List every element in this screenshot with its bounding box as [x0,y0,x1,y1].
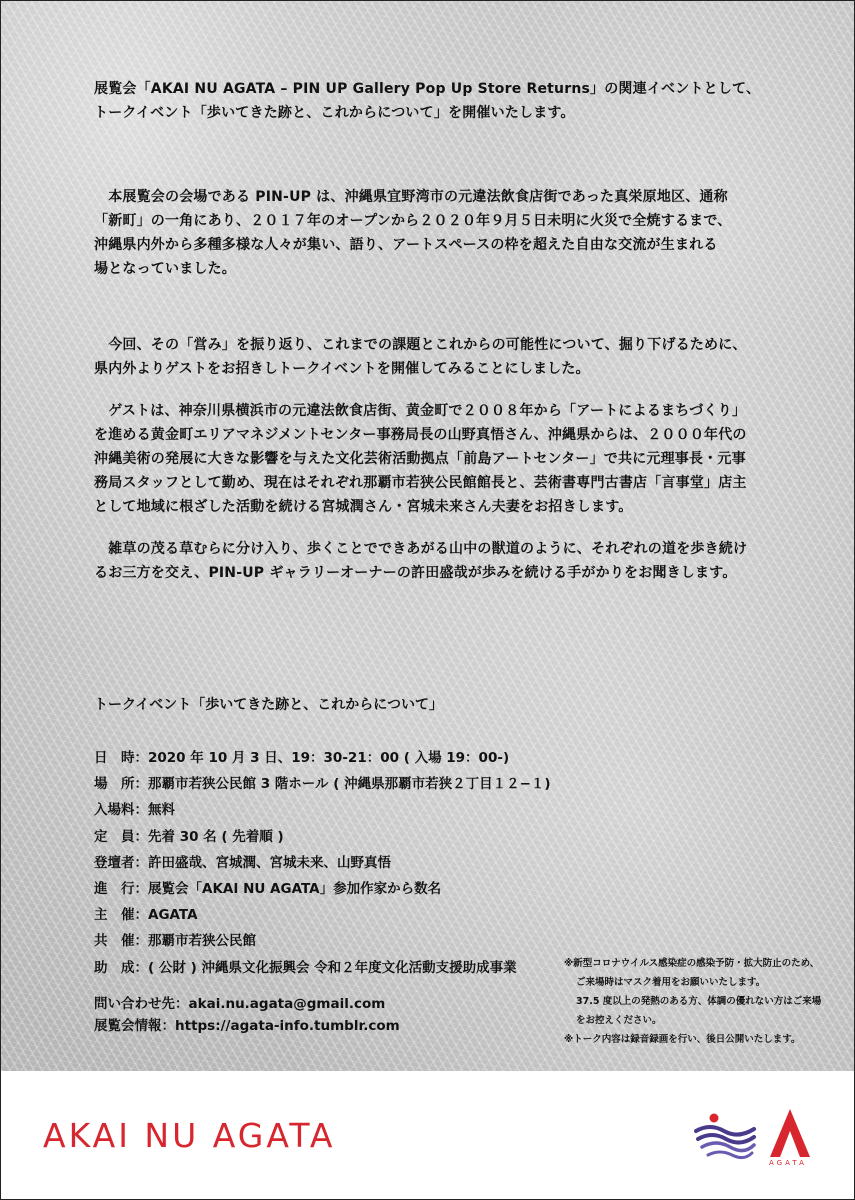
paragraph-purpose: 今回、その「営み」を振り返り、これまでの課題とこれからの可能性について、掘り下げるために、 県内外よりゲストをお招きしトークイベントを開催してみることにしました。 [94,337,747,377]
contact-email: 問い合わせ先：akai.nu.agata@gmail.com [94,996,386,1012]
event-details [94,745,564,981]
detail-capacity: 定 員：先着 30 名 ( 先着順 ) [94,828,284,845]
paragraph-guests: ゲストは、神奈川県横浜市の元違法飲食店街、黄金町で２００８年から「アートによるまちづくり」 を進める黄金町エリアマネジメントセンター事務局長の山野真悟さん、沖縄県からは、２０００年代の 沖縄美術の発展に大きな影響を与えた文化芸術活動拠点「前島アートセンター」で共に元理事長・元事 務局スタッフとして勤め、現在はそれぞれ那覇市若狭公民館館長と、芸術書専門古書店「言事堂」店主 として地域に根ざした活動を続ける宮城潤さん・宮城未来さん夫妻をお招きします。 [94,403,747,515]
detail-fee: 入場料：無料 [94,802,175,819]
akai-nu-agata-logo: AKAI NU AGATA [43,1116,336,1155]
event-title: トークイベント「歩いてきた跡と、これからについて」 [94,697,444,713]
wave-logo-icon [694,1111,756,1161]
detail-co-organizer: 共 催：那覇市若狭公民館 [94,933,256,950]
detail-grant: 助 成：( 公財 ) 沖縄県文化振興会 令和２年度文化活動支援助成事業 [94,959,517,976]
detail-speakers: 登壇者：許田盛哉、宮城潤、宮城未来、山野真悟 [94,854,391,871]
exhibition-info-url: 展覧会情報：https://agata-info.tumblr.com [94,1018,400,1034]
contact-info [94,993,400,1037]
intro-line-1: 展覧会「AKAI NU AGATA – PIN UP Gallery Pop Up Store Returns」の関連イベントとして、 [94,81,761,97]
detail-moderator: 進 行：展覧会「AKAI NU AGATA」参加作家から数名 [94,881,442,898]
paragraph-closing: 雑草の茂る草むらに分け入り、歩くことでできあがる山中の獣道のように、それぞれの道を歩き続け るお三方を交え、PIN-UP ギャラリーオーナーの許田盛哉が歩みを続ける手がかりをお聞きします。 [94,541,748,581]
detail-datetime: 日 時：2020 年 10 月 3 日、19：30-21：00 ( 入場 19：00-) [94,750,510,766]
detail-venue: 場 所：那覇市若狭公民館 3 階ホール ( 沖縄県那覇市若狭２丁目１２−１) [94,776,551,793]
paragraph-venue-history: 本展覧会の会場である PIN-UP は、沖縄県宜野湾市の元違法飲食店街であった真栄原地区、通称 「新町」の一角にあり、２０１７年のオープンから２０２０年９月５日未明に火災で全焼するまで、 沖縄県内外から多種多様な人々が集い、語り、アートスペースの枠を超えた自由な交流が生まれる 場となっていました。 [94,189,732,277]
intro-line-2: トークイベント「歩いてきた跡と、これからについて」を開催いたします。 [94,105,575,121]
covid-notes: ※新型コロナウイルス感染症の感染予防・拡大防止のため、 ご来場時はマスク着用をお願いいたします。 37.5 度以上の発熱のある方、体調の優れない方はご来場 をお控えください。 ※トーク内容は録音録画を行い、後日公開いたします。 [564,958,822,1045]
main-text [94,77,784,585]
agata-logo-label: AGATA [769,1159,807,1167]
detail-organizer: 主 催：AGATA [94,907,198,924]
